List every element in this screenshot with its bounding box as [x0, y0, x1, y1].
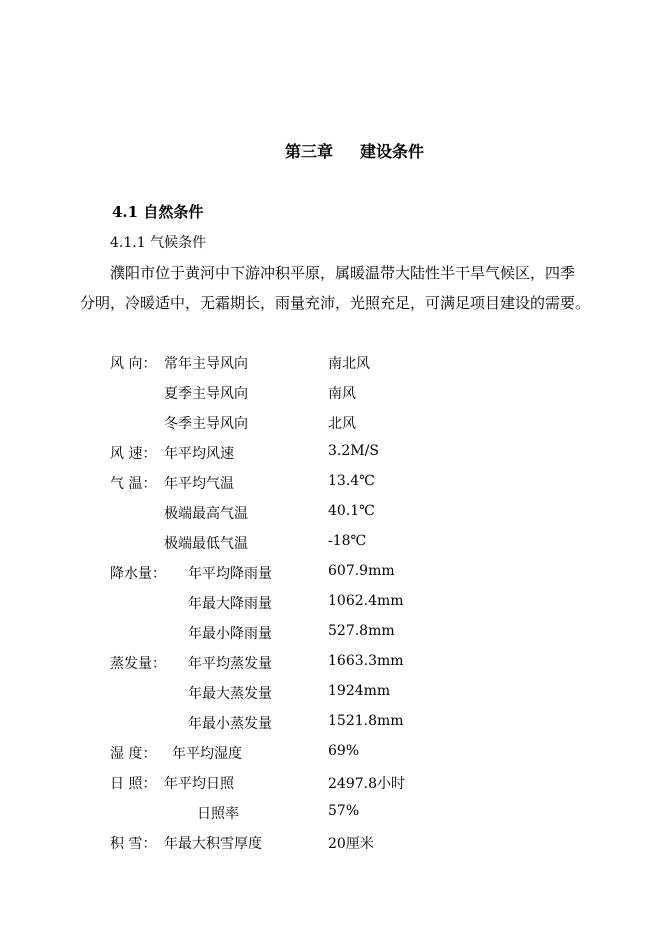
row-item: 年平均蒸发量: [188, 656, 272, 672]
row-item: 年最大蒸发量: [188, 686, 272, 702]
row-value: 1062.4mm: [328, 593, 404, 609]
row-value: 1663.3mm: [328, 653, 404, 669]
row-value: 南北风: [328, 356, 370, 372]
row-item: 年最小蒸发量: [188, 716, 272, 732]
paragraph-line-2: 分明，冷暖适中，无霜期长，雨量充沛，光照充足，可满足项目建设的需要。: [80, 294, 591, 312]
row-category: 日 照：: [110, 776, 157, 792]
row-value: 北风: [328, 416, 356, 432]
section-heading: 4.1 自然条件: [112, 203, 204, 221]
row-value: 1521.8mm: [328, 713, 404, 729]
row-category: 风 速：: [110, 446, 157, 462]
row-category: 积 雪：: [110, 836, 157, 852]
row-value: -18℃: [328, 533, 367, 549]
row-item: 极端最低气温: [164, 536, 248, 552]
row-item: 年平均气温: [164, 476, 234, 492]
row-value: 3.2M/S: [328, 443, 379, 459]
row-value: 57%: [328, 803, 360, 819]
row-category: 降水量：: [110, 566, 166, 582]
row-item: 夏季主导风向: [164, 386, 248, 402]
row-item: 年最小降雨量: [188, 626, 272, 642]
row-value: 2497.8小时: [328, 776, 405, 792]
chapter-title: 建设条件: [360, 142, 425, 161]
row-value: 1924mm: [328, 683, 391, 699]
row-item: 年平均风速: [164, 446, 234, 462]
row-value: 40.1℃: [328, 503, 375, 519]
row-item: 年最大积雪厚度: [164, 836, 262, 852]
row-value: 南风: [328, 386, 356, 402]
row-category: 蒸发量：: [110, 656, 166, 672]
subsection-heading: 4.1.1 气候条件: [110, 235, 207, 251]
row-category: 气 温：: [110, 476, 157, 492]
row-item: 冬季主导风向: [164, 416, 248, 432]
row-item: 极端最高气温: [164, 506, 248, 522]
row-value: 20厘米: [328, 836, 374, 852]
row-value: 527.8mm: [328, 623, 395, 639]
chapter-number: 第三章: [285, 142, 334, 161]
paragraph-line-1: 濮阳市位于黄河中下游冲积平原，属暖温带大陆性半干旱气候区，四季: [110, 264, 576, 282]
row-item: 年平均降雨量: [188, 566, 272, 582]
row-value: 13.4℃: [328, 473, 375, 489]
row-item: 年平均日照: [164, 776, 234, 792]
row-category: 湿 度：: [110, 746, 157, 762]
row-value: 69%: [328, 743, 360, 759]
row-item: 年平均湿度: [172, 746, 242, 762]
row-value: 607.9mm: [328, 563, 395, 579]
row-category: 风 向：: [110, 356, 157, 372]
row-item: 常年主导风向: [164, 356, 248, 372]
row-item: 年最大降雨量: [188, 596, 272, 612]
row-item: 日照率: [197, 806, 239, 822]
